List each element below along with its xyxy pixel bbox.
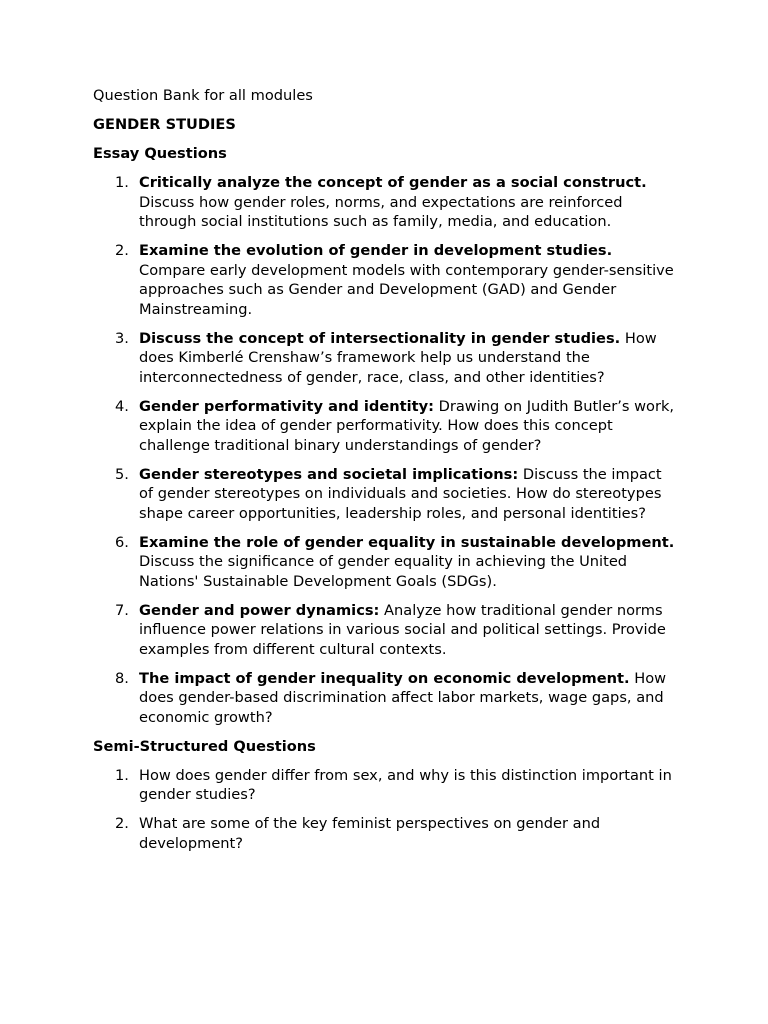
semi-question-1 [93,766,678,805]
essay-section-heading: Essay Questions [93,145,227,162]
question-text: How does Kimberlé Crenshaw’s framework help us understand the interconnectedness of gender, race, class, and other identities? [139,329,657,386]
semi-structured-section-heading: Semi-Structured Questions [93,737,316,755]
question-text: Discuss how gender roles, norms, and expectations are reinforced through social institutions such as family, media, and education. [139,193,623,230]
essay-question-3 [93,329,678,388]
question-text: How does gender differ from sex, and why is this distinction important in gender studies? [139,766,672,803]
question-lead: The impact of gender inequality on economic development. [139,669,630,687]
semi-question-2 [93,814,678,853]
essay-question-list [93,173,678,727]
essay-question-1 [93,173,678,232]
question-text: Analyze how traditional gender norms influence power relations in various social and political settings. Provide examples from different cultural contexts. [139,601,666,658]
question-lead: Gender performativity and identity: [139,397,434,415]
essay-question-6 [93,533,678,592]
question-number: 3. [115,329,129,347]
question-lead: Gender and power dynamics: [139,601,380,619]
question-text: Compare early development models with contemporary gender-sensitive approaches such as Gender and Development (GAD) and Gender Mainstreaming. [139,261,674,318]
question-lead: Examine the role of gender equality in sustainable development. [139,533,675,551]
document-header: Question Bank for all modules [93,87,313,104]
document-page [93,86,678,863]
question-number: 1. [115,766,129,784]
question-text: How does gender-based discrimination affect labor markets, wage gaps, and economic growth? [139,669,667,726]
question-number: 7. [115,601,129,619]
question-text: Discuss the significance of gender equality in achieving the United Nations' Sustainable Development Goals (SDGs). [139,553,628,590]
question-lead: Gender stereotypes and societal implications: [139,465,519,483]
question-number: 2. [115,242,129,259]
question-text: Drawing on Judith Butler’s work, explain the idea of gender performativity. How does this concept challenge traditional binary understandings of gender? [139,397,675,454]
essay-question-5 [93,465,678,524]
question-number: 5. [115,465,129,483]
question-lead: Critically analyze the concept of gender as a social construct. [139,174,647,191]
question-number: 1. [115,174,129,191]
question-text: What are some of the key feminist perspectives on gender and development? [139,815,601,852]
question-number: 4. [115,397,129,415]
essay-question-2 [93,241,678,319]
question-lead: Discuss the concept of intersectionality in gender studies. [139,329,621,347]
question-number: 2. [115,815,129,832]
essay-question-7 [93,601,678,660]
question-lead: Examine the evolution of gender in development studies. [139,242,613,259]
question-number: 6. [115,533,129,551]
essay-question-8 [93,669,678,728]
subject-title: GENDER STUDIES [93,116,236,133]
question-text: Discuss the impact of gender stereotypes on individuals and societies. How do stereotypes shape career opportunities, leadership roles, and personal identities? [139,465,662,522]
question-number: 8. [115,669,129,687]
semi-structured-question-list [93,766,678,854]
essay-question-4 [93,397,678,456]
